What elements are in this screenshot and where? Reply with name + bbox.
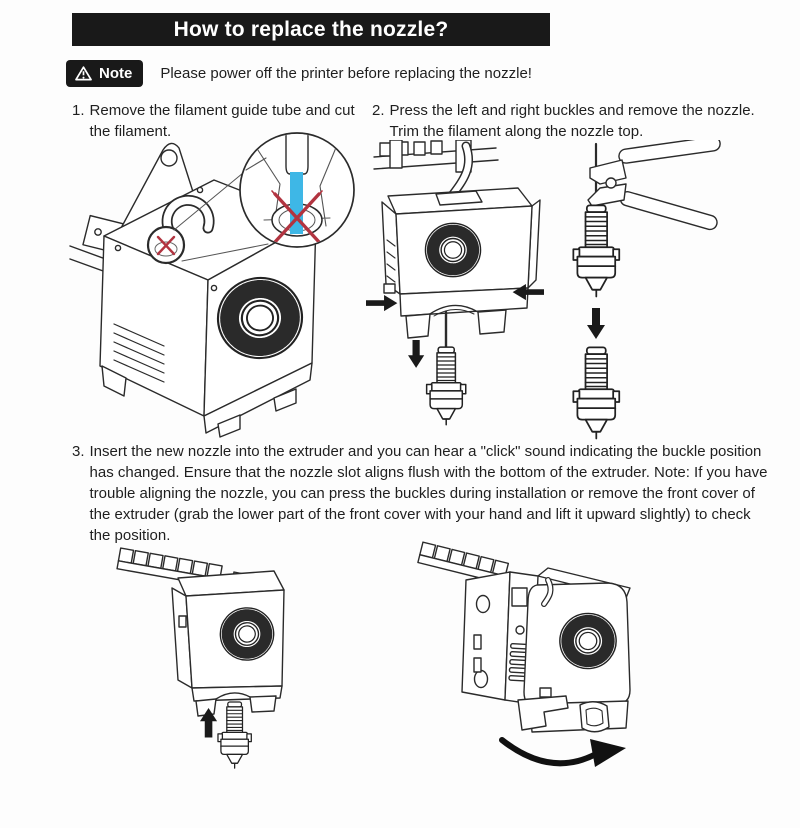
nozzle-icon bbox=[573, 205, 619, 296]
nozzle-trimmed-icon bbox=[573, 347, 619, 438]
illustration-step2-trim-filament bbox=[540, 140, 760, 442]
step-3-text: Insert the new nozzle into the extruder and you can hear a "click" sound indicating the buckle position has changed. Ensure that the nozzle slot aligns flush with the bottom of the extruder. Note: If you have trouble aligning the nozzle, you can press the buckles during installation or remove the front cover of the extruder (grab the lower part of the front cover with your hand and lift it upward slightly) to check the position. bbox=[89, 443, 768, 544]
step-1-text: Remove the filament guide tube and cut the filament. bbox=[89, 102, 355, 140]
step-2-number: 2. bbox=[372, 102, 385, 119]
arrow-down-icon bbox=[587, 308, 605, 339]
rotate-arrow-icon bbox=[502, 739, 626, 767]
step-3-number: 3. bbox=[72, 443, 85, 460]
extruder-fan-icon bbox=[425, 223, 480, 276]
nozzle-icon bbox=[427, 347, 466, 425]
illustration-step2-remove-nozzle bbox=[366, 140, 556, 442]
ptfe-tube bbox=[286, 130, 308, 174]
note-row bbox=[66, 60, 532, 87]
step-1-number: 1. bbox=[72, 102, 85, 119]
page-title bbox=[72, 13, 550, 46]
illustration-step3-insert-nozzle bbox=[76, 546, 396, 824]
note-text: Please power off the printer before replacing the nozzle! bbox=[160, 65, 532, 82]
nozzle-icon bbox=[218, 702, 251, 768]
buckle-arrow-left-icon bbox=[366, 295, 397, 311]
page-title-text: How to replace the nozzle? bbox=[173, 17, 449, 41]
arrow-down-icon bbox=[408, 340, 424, 368]
illustration-step1-cut-filament bbox=[68, 128, 370, 440]
note-badge-label: Note bbox=[99, 65, 133, 82]
step-3 bbox=[72, 441, 774, 546]
cut-location-marker bbox=[148, 227, 184, 263]
note-badge bbox=[66, 60, 143, 87]
magnifier-callout bbox=[240, 130, 354, 247]
step-2 bbox=[372, 101, 774, 142]
illustration-step3-check-position bbox=[398, 540, 746, 828]
warning-triangle-icon bbox=[75, 66, 92, 81]
mount-plate bbox=[462, 572, 510, 700]
step-2-text: Press the left and right buckles and remove the nozzle. Trim the filament along the nozzle top. bbox=[389, 102, 755, 140]
cable-chain bbox=[374, 140, 498, 198]
